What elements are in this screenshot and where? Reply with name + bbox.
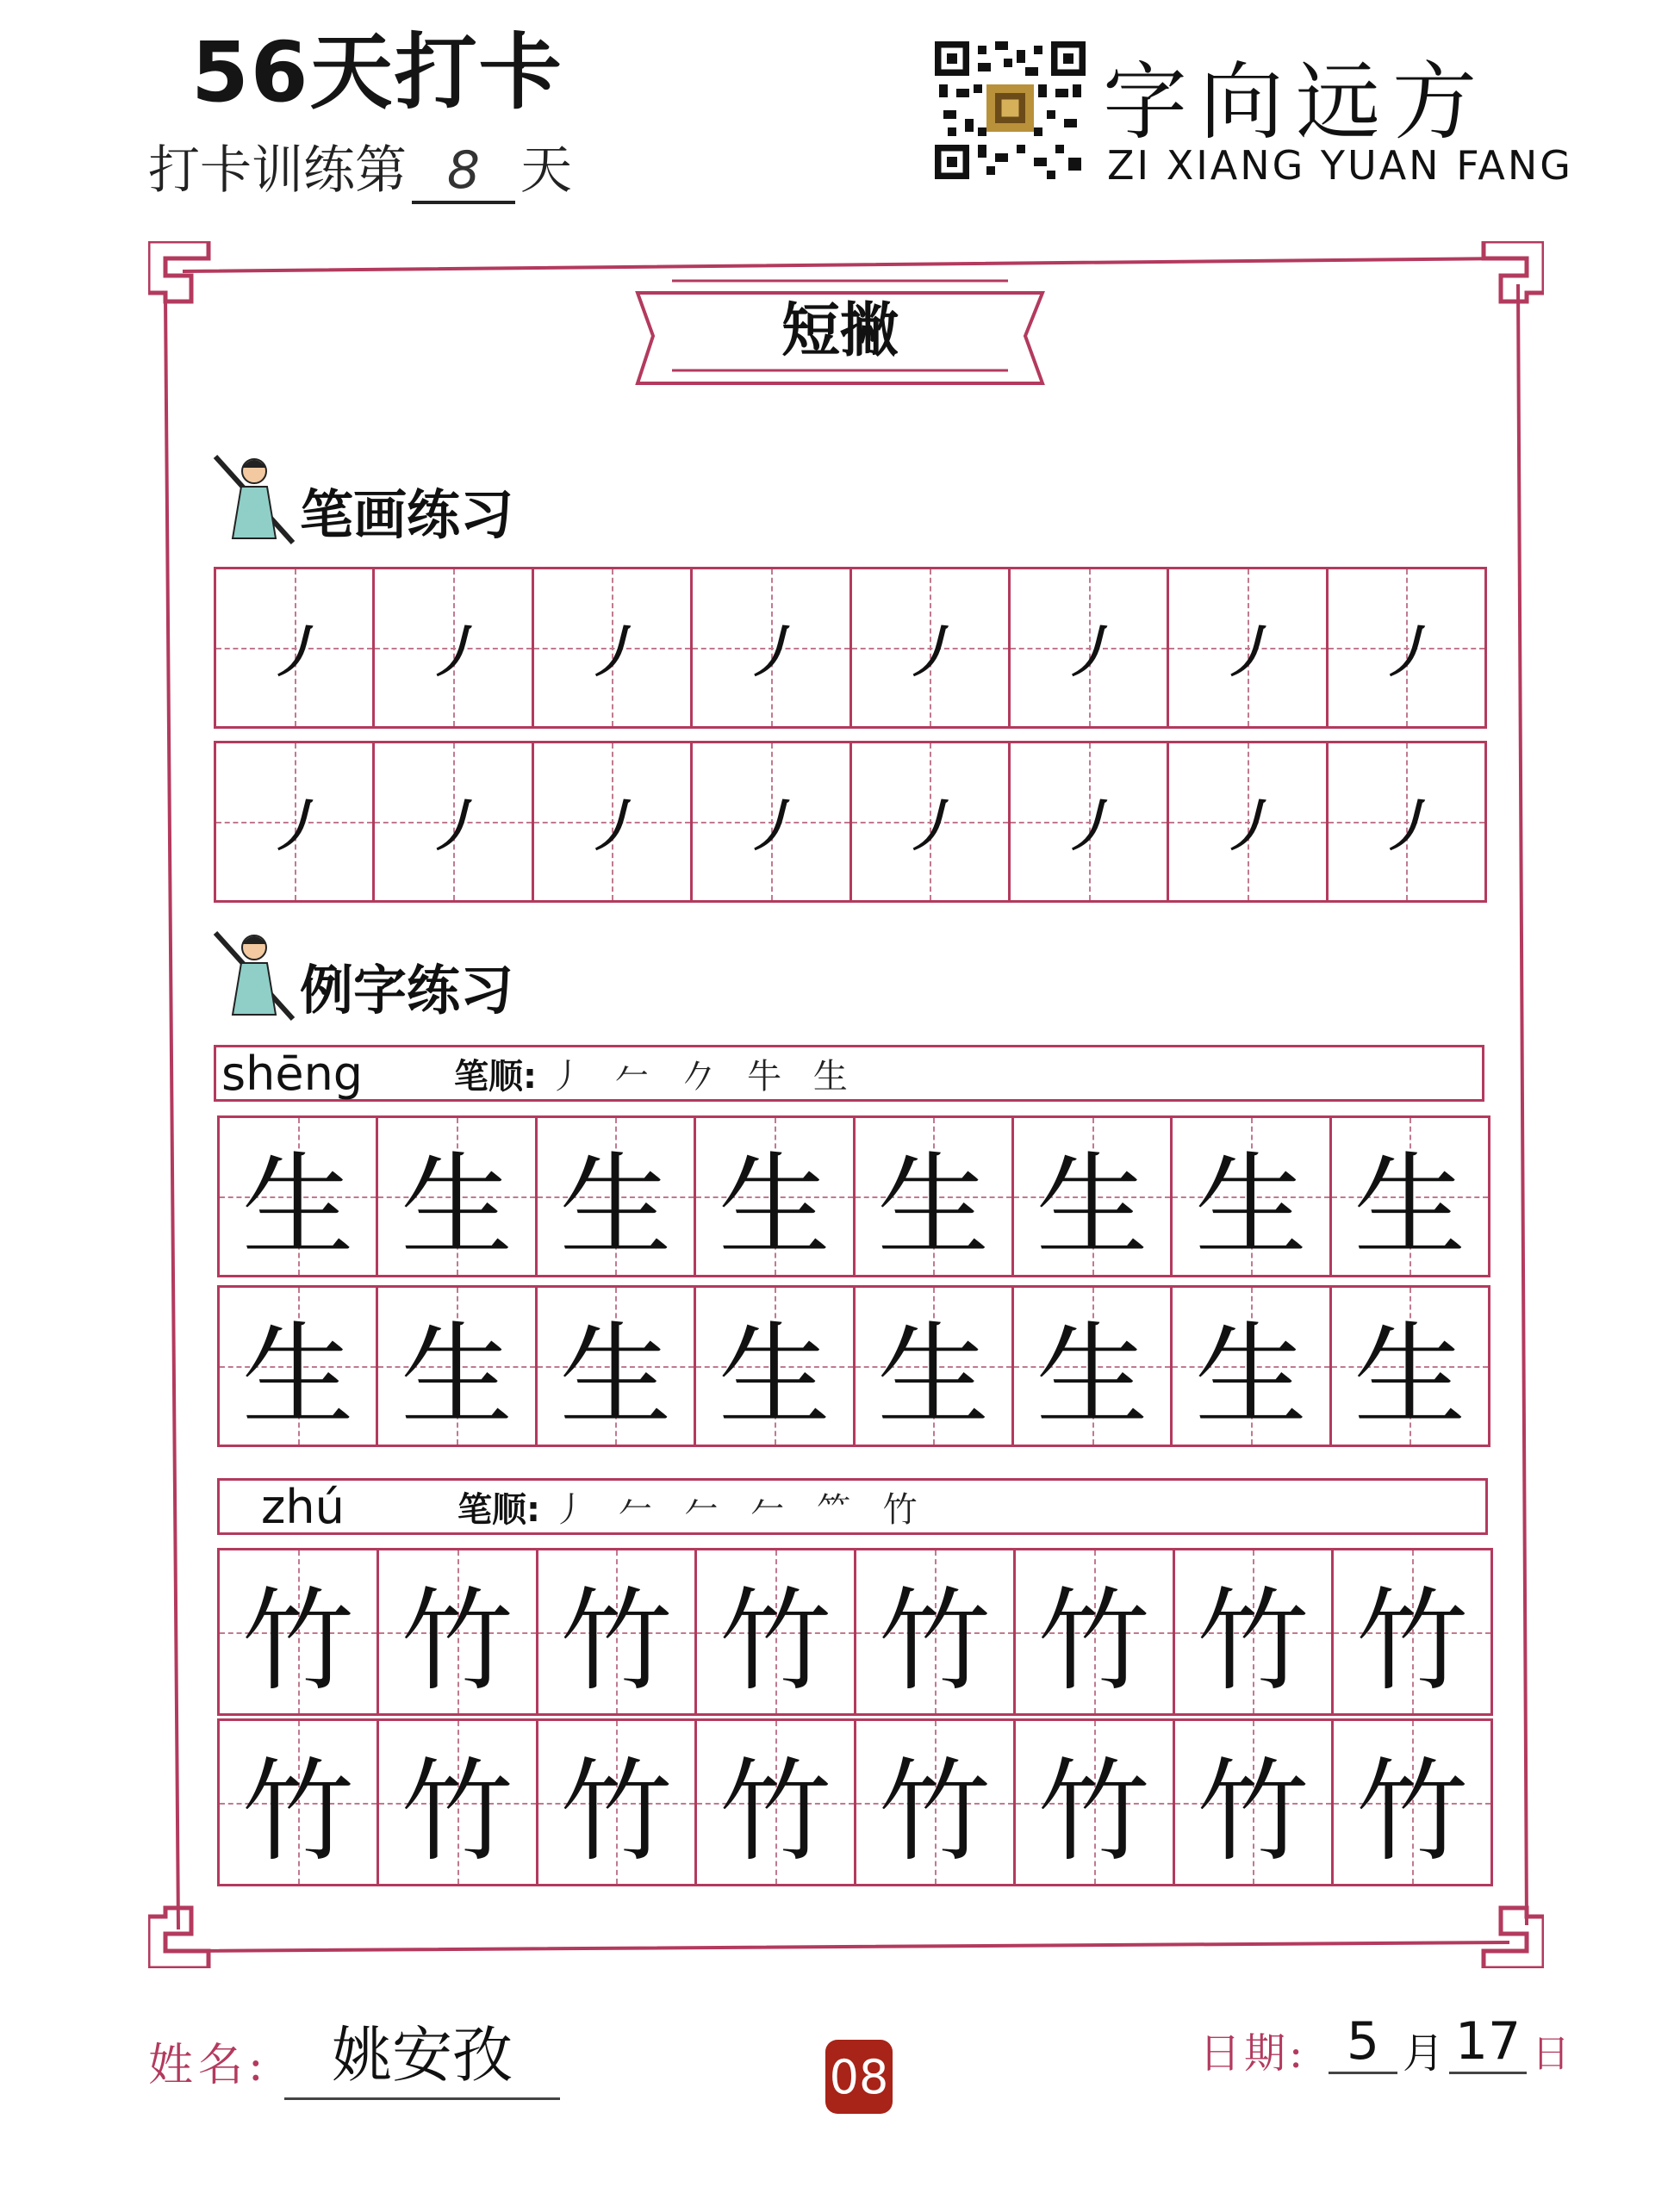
- char-grid-row: [217, 1285, 1488, 1447]
- practice-glyph: 竹: [241, 1746, 354, 1877]
- practice-glyph: 生: [1354, 1140, 1466, 1271]
- practice-cell[interactable]: [535, 1285, 696, 1447]
- practice-cell[interactable]: [1013, 1548, 1175, 1716]
- scholar-icon: [211, 929, 297, 1023]
- practice-cell[interactable]: [1170, 1285, 1331, 1447]
- stroke-order-label: 笔顺:: [454, 1056, 537, 1097]
- practice-glyph: 生: [401, 1140, 513, 1271]
- practice-glyph: 生: [559, 1309, 672, 1441]
- practice-cell[interactable]: [217, 1548, 379, 1716]
- practice-glyph: 竹: [401, 1746, 513, 1877]
- brand-pinyin: ZI XIANG YUAN FANG: [1107, 142, 1573, 189]
- practice-cell[interactable]: [1167, 567, 1328, 729]
- date-label: 日期:: [1199, 2029, 1307, 2078]
- practice-cell[interactable]: [217, 1285, 378, 1447]
- char-info-bar: [214, 1045, 1484, 1102]
- practice-cell[interactable]: [214, 741, 375, 903]
- day-prefix: 打卡训练第: [148, 140, 407, 201]
- practice-cell[interactable]: [1329, 1285, 1490, 1447]
- practice-glyph: 丿: [1061, 620, 1117, 685]
- practice-cell[interactable]: [853, 1285, 1014, 1447]
- practice-cell[interactable]: [372, 567, 533, 729]
- practice-glyph: 生: [718, 1309, 831, 1441]
- practice-cell[interactable]: [1326, 567, 1487, 729]
- practice-cell[interactable]: [849, 567, 1011, 729]
- practice-cell[interactable]: [854, 1548, 1016, 1716]
- practice-glyph: 生: [401, 1309, 513, 1441]
- name-field[interactable]: 姚安孜: [284, 2007, 560, 2100]
- practice-glyph: 竹: [560, 1746, 673, 1877]
- practice-glyph: 竹: [401, 1575, 513, 1706]
- practice-cell[interactable]: [1173, 1548, 1335, 1716]
- practice-cell[interactable]: [536, 1548, 698, 1716]
- practice-cell[interactable]: [1173, 1718, 1335, 1886]
- practice-glyph: 丿: [1378, 620, 1434, 685]
- practice-cell[interactable]: [1008, 567, 1169, 729]
- practice-glyph: 生: [1036, 1309, 1148, 1441]
- practice-cell[interactable]: [1011, 1285, 1173, 1447]
- practice-glyph: 生: [1194, 1309, 1307, 1441]
- practice-glyph: 丿: [426, 794, 482, 859]
- practice-glyph: 丿: [266, 620, 322, 685]
- training-day-line: [148, 129, 572, 204]
- page-number-badge: 08: [825, 2040, 893, 2114]
- day-suffix: 天: [520, 140, 572, 201]
- practice-cell[interactable]: [694, 1115, 855, 1277]
- practice-glyph: 竹: [719, 1575, 832, 1706]
- practice-cell[interactable]: [1008, 741, 1169, 903]
- stroke-order: 丿 𠂉 𠂊 牛 生: [549, 1056, 858, 1097]
- practice-cell[interactable]: [536, 1718, 698, 1886]
- practice-glyph: 竹: [1356, 1575, 1469, 1706]
- practice-glyph: 生: [241, 1309, 354, 1441]
- practice-cell[interactable]: [214, 567, 375, 729]
- practice-glyph: 丿: [584, 794, 640, 859]
- practice-glyph: 丿: [743, 794, 799, 859]
- practice-cell[interactable]: [853, 1115, 1014, 1277]
- stroke-order-label: 笔顺:: [457, 1489, 540, 1530]
- practice-cell[interactable]: [376, 1718, 538, 1886]
- practice-cell[interactable]: [1011, 1115, 1173, 1277]
- example-section-title: 例字练习: [300, 959, 514, 1022]
- practice-glyph: 丿: [266, 794, 322, 859]
- char-info-bar: [217, 1478, 1488, 1535]
- practice-cell[interactable]: [1329, 1115, 1490, 1277]
- practice-cell[interactable]: [376, 1548, 538, 1716]
- practice-glyph: 丿: [1061, 794, 1117, 859]
- char-grid-row: [217, 1115, 1488, 1277]
- practice-cell[interactable]: [376, 1285, 537, 1447]
- practice-cell[interactable]: [694, 1548, 856, 1716]
- practice-glyph: 丿: [902, 620, 958, 685]
- brand-name: 字向远方: [1103, 53, 1490, 152]
- practice-cell[interactable]: [694, 1285, 855, 1447]
- practice-glyph: 丿: [584, 620, 640, 685]
- practice-glyph: 竹: [1356, 1746, 1469, 1877]
- practice-cell[interactable]: [1326, 741, 1487, 903]
- day-number: 8: [412, 140, 515, 204]
- char-grid-row: [217, 1548, 1490, 1716]
- scholar-icon: [211, 452, 297, 547]
- practice-cell[interactable]: [849, 741, 1011, 903]
- practice-cell[interactable]: [1331, 1718, 1493, 1886]
- practice-glyph: 生: [1354, 1309, 1466, 1441]
- practice-cell[interactable]: [372, 741, 533, 903]
- practice-glyph: 竹: [241, 1575, 354, 1706]
- practice-glyph: 生: [877, 1309, 990, 1441]
- page-title: 56天打卡: [191, 24, 563, 121]
- char-pinyin: zhú: [261, 1479, 345, 1534]
- practice-cell[interactable]: [217, 1718, 379, 1886]
- practice-cell[interactable]: [217, 1115, 378, 1277]
- practice-glyph: 竹: [1037, 1575, 1150, 1706]
- char-grid-row: [217, 1718, 1490, 1886]
- practice-cell[interactable]: [690, 567, 851, 729]
- practice-glyph: 丿: [1378, 794, 1434, 859]
- practice-cell[interactable]: [1331, 1548, 1493, 1716]
- practice-glyph: 竹: [1197, 1575, 1310, 1706]
- practice-cell[interactable]: [1013, 1718, 1175, 1886]
- practice-glyph: 竹: [1197, 1746, 1310, 1877]
- banner-title: 短撇: [781, 297, 899, 365]
- stroke-grid-row-1: [214, 567, 1484, 729]
- stroke-grid-row-2: [214, 741, 1484, 903]
- practice-cell[interactable]: [535, 1115, 696, 1277]
- practice-glyph: 丿: [426, 620, 482, 685]
- practice-cell[interactable]: [532, 741, 693, 903]
- practice-cell[interactable]: [690, 741, 851, 903]
- practice-cell[interactable]: [854, 1718, 1016, 1886]
- char-pinyin: shēng: [221, 1046, 364, 1101]
- practice-glyph: 竹: [560, 1575, 673, 1706]
- practice-glyph: 丿: [902, 794, 958, 859]
- date-month-unit: 月: [1403, 2029, 1445, 2078]
- practice-cell[interactable]: [376, 1115, 537, 1277]
- practice-glyph: 生: [559, 1140, 672, 1271]
- practice-glyph: 丿: [1219, 620, 1275, 685]
- qr-code-icon: [935, 41, 1086, 179]
- practice-glyph: 竹: [878, 1575, 991, 1706]
- practice-cell[interactable]: [1167, 741, 1328, 903]
- practice-glyph: 生: [241, 1140, 354, 1271]
- practice-glyph: 竹: [719, 1746, 832, 1877]
- date-month-field[interactable]: 5: [1329, 2011, 1397, 2074]
- practice-glyph: 生: [718, 1140, 831, 1271]
- practice-glyph: 丿: [1219, 794, 1275, 859]
- practice-glyph: 竹: [878, 1746, 991, 1877]
- practice-cell[interactable]: [1170, 1115, 1331, 1277]
- name-label: 姓名:: [148, 2040, 269, 2091]
- practice-glyph: 丿: [743, 620, 799, 685]
- practice-glyph: 生: [1036, 1140, 1148, 1271]
- date-day-field[interactable]: 17: [1449, 2011, 1527, 2074]
- practice-glyph: 生: [877, 1140, 990, 1271]
- date-day-unit: 日: [1532, 2032, 1570, 2076]
- practice-cell[interactable]: [694, 1718, 856, 1886]
- practice-glyph: 生: [1194, 1140, 1307, 1271]
- stroke-section-title: 笔画练习: [300, 483, 514, 546]
- stroke-order: 丿 𠂉 𠂉 𠂉 ⺮ 竹: [552, 1489, 928, 1530]
- practice-glyph: 竹: [1037, 1746, 1150, 1877]
- practice-cell[interactable]: [532, 567, 693, 729]
